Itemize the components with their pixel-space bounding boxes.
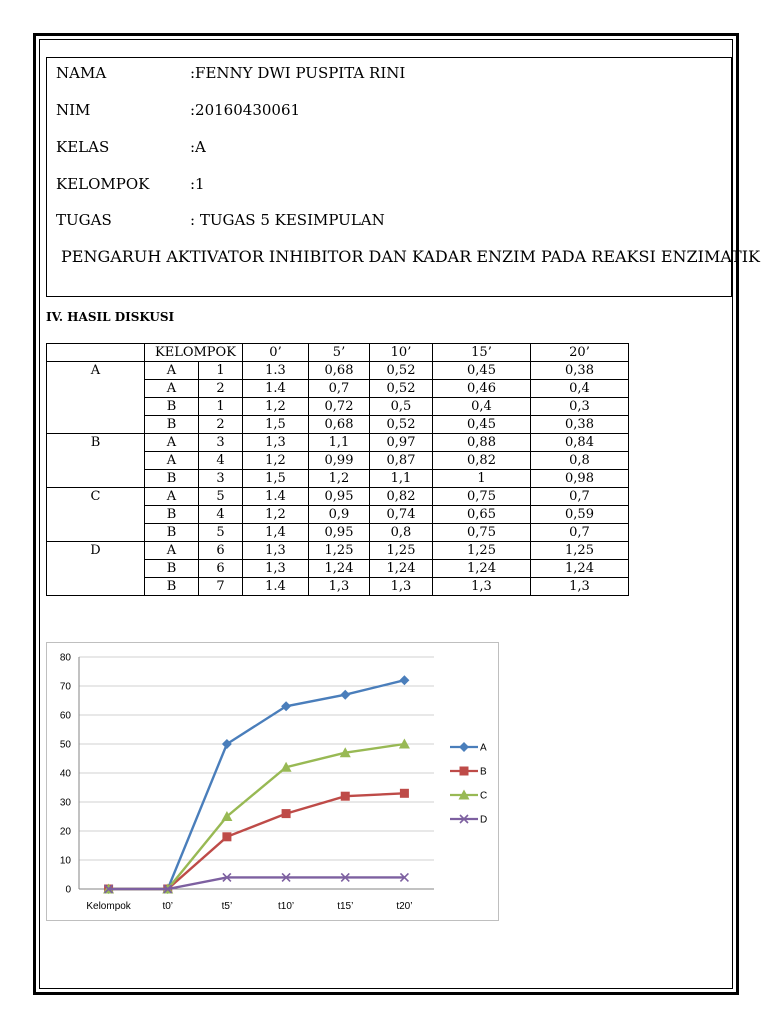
- group-label-cell: B: [47, 434, 145, 488]
- group-label-cell: D: [47, 542, 145, 596]
- table-cell: 1,5: [243, 470, 309, 488]
- table-cell: 0,95: [309, 524, 370, 542]
- table-cell: B: [145, 560, 199, 578]
- legend-item: [450, 815, 487, 826]
- series-a: [104, 675, 410, 894]
- data-point: [282, 809, 291, 818]
- table-cell: B: [145, 470, 199, 488]
- table-row: [47, 434, 629, 452]
- x-tick-label: Kelompok: [86, 901, 131, 912]
- table-cell: 1,3: [243, 434, 309, 452]
- header-cell-time: 5’: [309, 344, 370, 362]
- table-row: [47, 542, 629, 560]
- table-cell: 0,82: [433, 452, 531, 470]
- table-cell: 4: [199, 506, 243, 524]
- table-cell: 1,3: [433, 578, 531, 596]
- table-cell: 1.4: [243, 380, 309, 398]
- results-table: [46, 343, 629, 596]
- table-cell: 1,5: [243, 416, 309, 434]
- table-cell: 0,3: [531, 398, 629, 416]
- table-cell: 5: [199, 488, 243, 506]
- table-cell: 1,3: [243, 560, 309, 578]
- table-cell: 0,8: [531, 452, 629, 470]
- table-cell: 3: [199, 434, 243, 452]
- x-tick-label: t15’: [337, 901, 354, 912]
- group-label-cell: A: [47, 362, 145, 434]
- table-cell: 1,24: [531, 560, 629, 578]
- header-cell-time: 20’: [531, 344, 629, 362]
- table-cell: 0,88: [433, 434, 531, 452]
- table-cell: 0,46: [433, 380, 531, 398]
- header-cell-blank: [47, 344, 145, 362]
- legend-label: D: [480, 814, 488, 826]
- kelas-value: :A: [190, 138, 206, 156]
- table-cell: 0,45: [433, 416, 531, 434]
- data-point: [341, 792, 350, 801]
- table-cell: 0,82: [370, 488, 433, 506]
- table-cell: 1,25: [433, 542, 531, 560]
- table-cell: 1,2: [243, 506, 309, 524]
- table-cell: 1,24: [370, 560, 433, 578]
- table-cell: 4: [199, 452, 243, 470]
- y-tick-label: 40: [59, 768, 71, 780]
- x-tick-label: t5’: [221, 901, 233, 912]
- legend-marker: [460, 767, 469, 776]
- table-header-row: [47, 344, 629, 362]
- table-cell: 1,3: [531, 578, 629, 596]
- table-cell: 0,98: [531, 470, 629, 488]
- chart-container: [46, 642, 499, 921]
- nim-value: :20160430061: [190, 101, 301, 119]
- table-cell: 0,72: [309, 398, 370, 416]
- table-cell: A: [145, 452, 199, 470]
- table-cell: 7: [199, 578, 243, 596]
- table-cell: 1,24: [309, 560, 370, 578]
- nim-label: NIM: [56, 101, 91, 119]
- table-cell: 1: [199, 362, 243, 380]
- tugas-label: TUGAS: [56, 211, 112, 229]
- y-tick-label: 60: [59, 710, 71, 722]
- table-cell: 3: [199, 470, 243, 488]
- legend-item: [450, 790, 487, 802]
- legend-label: C: [480, 790, 488, 802]
- table-cell: 0,52: [370, 362, 433, 380]
- table-cell: 0,95: [309, 488, 370, 506]
- table-cell: 0,5: [370, 398, 433, 416]
- table-cell: 1.3: [243, 362, 309, 380]
- table-cell: 0,65: [433, 506, 531, 524]
- header-cell-time: 15’: [433, 344, 531, 362]
- table-cell: 1.4: [243, 578, 309, 596]
- group-label-cell: C: [47, 488, 145, 542]
- table-row: [47, 488, 629, 506]
- kelompok-label: KELOMPOK: [56, 175, 150, 193]
- table-cell: 0,4: [433, 398, 531, 416]
- table-cell: A: [145, 434, 199, 452]
- kelompok-value: :1: [190, 175, 205, 193]
- table-cell: 1: [433, 470, 531, 488]
- header-cell-kelompok: KELOMPOK: [145, 344, 243, 362]
- y-tick-label: 80: [59, 652, 71, 664]
- legend-marker: [459, 742, 469, 752]
- table-cell: 0,45: [433, 362, 531, 380]
- table-cell: 2: [199, 380, 243, 398]
- data-point: [400, 789, 409, 798]
- table-cell: 0,75: [433, 524, 531, 542]
- header-cell-time: 10’: [370, 344, 433, 362]
- x-tick-label: t20’: [396, 901, 413, 912]
- table-cell: 0,75: [433, 488, 531, 506]
- table-cell: 5: [199, 524, 243, 542]
- legend-label: A: [480, 742, 487, 754]
- data-point: [340, 690, 350, 700]
- legend-label: B: [480, 766, 487, 778]
- table-cell: A: [145, 542, 199, 560]
- data-point: [222, 832, 231, 841]
- header-cell-time: 0’: [243, 344, 309, 362]
- series-line: [109, 793, 405, 889]
- table-cell: 6: [199, 560, 243, 578]
- y-tick-label: 70: [59, 681, 71, 693]
- table-cell: A: [145, 488, 199, 506]
- table-cell: A: [145, 362, 199, 380]
- legend-item: [450, 742, 487, 754]
- kelas-label: KELAS: [56, 138, 110, 156]
- table-cell: 1: [199, 398, 243, 416]
- table-cell: 2: [199, 416, 243, 434]
- series-d: [105, 873, 409, 893]
- series-line: [109, 680, 405, 889]
- series-c: [103, 739, 410, 894]
- y-tick-label: 20: [59, 826, 71, 838]
- table-cell: 1,3: [370, 578, 433, 596]
- table-cell: 0,84: [531, 434, 629, 452]
- table-cell: 1,3: [243, 542, 309, 560]
- table-cell: 0,7: [531, 488, 629, 506]
- table-cell: 0,74: [370, 506, 433, 524]
- legend-item: [450, 767, 487, 778]
- tugas-value: : TUGAS 5 KESIMPULAN: [190, 211, 385, 229]
- table-cell: 0,38: [531, 362, 629, 380]
- y-tick-label: 30: [59, 797, 71, 809]
- y-tick-label: 0: [65, 884, 71, 896]
- y-tick-label: 50: [59, 739, 71, 751]
- table-cell: 1,1: [370, 470, 433, 488]
- table-cell: 1,3: [309, 578, 370, 596]
- table-cell: 1,2: [309, 470, 370, 488]
- table-cell: 0,9: [309, 506, 370, 524]
- data-point: [399, 675, 409, 685]
- table-cell: 1,25: [370, 542, 433, 560]
- table-cell: 0,59: [531, 506, 629, 524]
- table-cell: B: [145, 398, 199, 416]
- y-tick-label: 10: [59, 855, 71, 867]
- table-cell: B: [145, 416, 199, 434]
- series-line: [109, 877, 405, 889]
- table-cell: B: [145, 578, 199, 596]
- table-cell: 0,87: [370, 452, 433, 470]
- table-cell: 0,7: [309, 380, 370, 398]
- table-cell: 0,68: [309, 362, 370, 380]
- table-cell: 6: [199, 542, 243, 560]
- table-cell: 1,1: [309, 434, 370, 452]
- x-tick-label: t0’: [162, 901, 174, 912]
- table-row: [47, 362, 629, 380]
- nama-value: :FENNY DWI PUSPITA RINI: [190, 64, 406, 82]
- report-title: PENGARUH AKTIVATOR INHIBITOR DAN KADAR ENZIM PADA REAKSI ENZIMATIK: [61, 247, 760, 266]
- table-cell: 1,25: [531, 542, 629, 560]
- table-cell: 1,4: [243, 524, 309, 542]
- table-cell: 0,97: [370, 434, 433, 452]
- table-cell: 1,24: [433, 560, 531, 578]
- table-cell: 0,68: [309, 416, 370, 434]
- table-cell: 0,7: [531, 524, 629, 542]
- table-cell: 1,2: [243, 398, 309, 416]
- table-cell: 0,4: [531, 380, 629, 398]
- nama-label: NAMA: [56, 64, 107, 82]
- table-cell: B: [145, 506, 199, 524]
- table-cell: 0,52: [370, 380, 433, 398]
- series-line: [109, 744, 405, 889]
- x-tick-label: t10’: [278, 901, 295, 912]
- table-cell: 1.4: [243, 488, 309, 506]
- table-cell: 0,8: [370, 524, 433, 542]
- section-title: IV. HASIL DISKUSI: [46, 310, 175, 324]
- table-cell: 0,52: [370, 416, 433, 434]
- table-cell: 0,38: [531, 416, 629, 434]
- table-cell: A: [145, 380, 199, 398]
- line-chart: [47, 643, 498, 920]
- table-cell: 1,2: [243, 452, 309, 470]
- table-cell: 1,25: [309, 542, 370, 560]
- table-cell: B: [145, 524, 199, 542]
- table-cell: 0,99: [309, 452, 370, 470]
